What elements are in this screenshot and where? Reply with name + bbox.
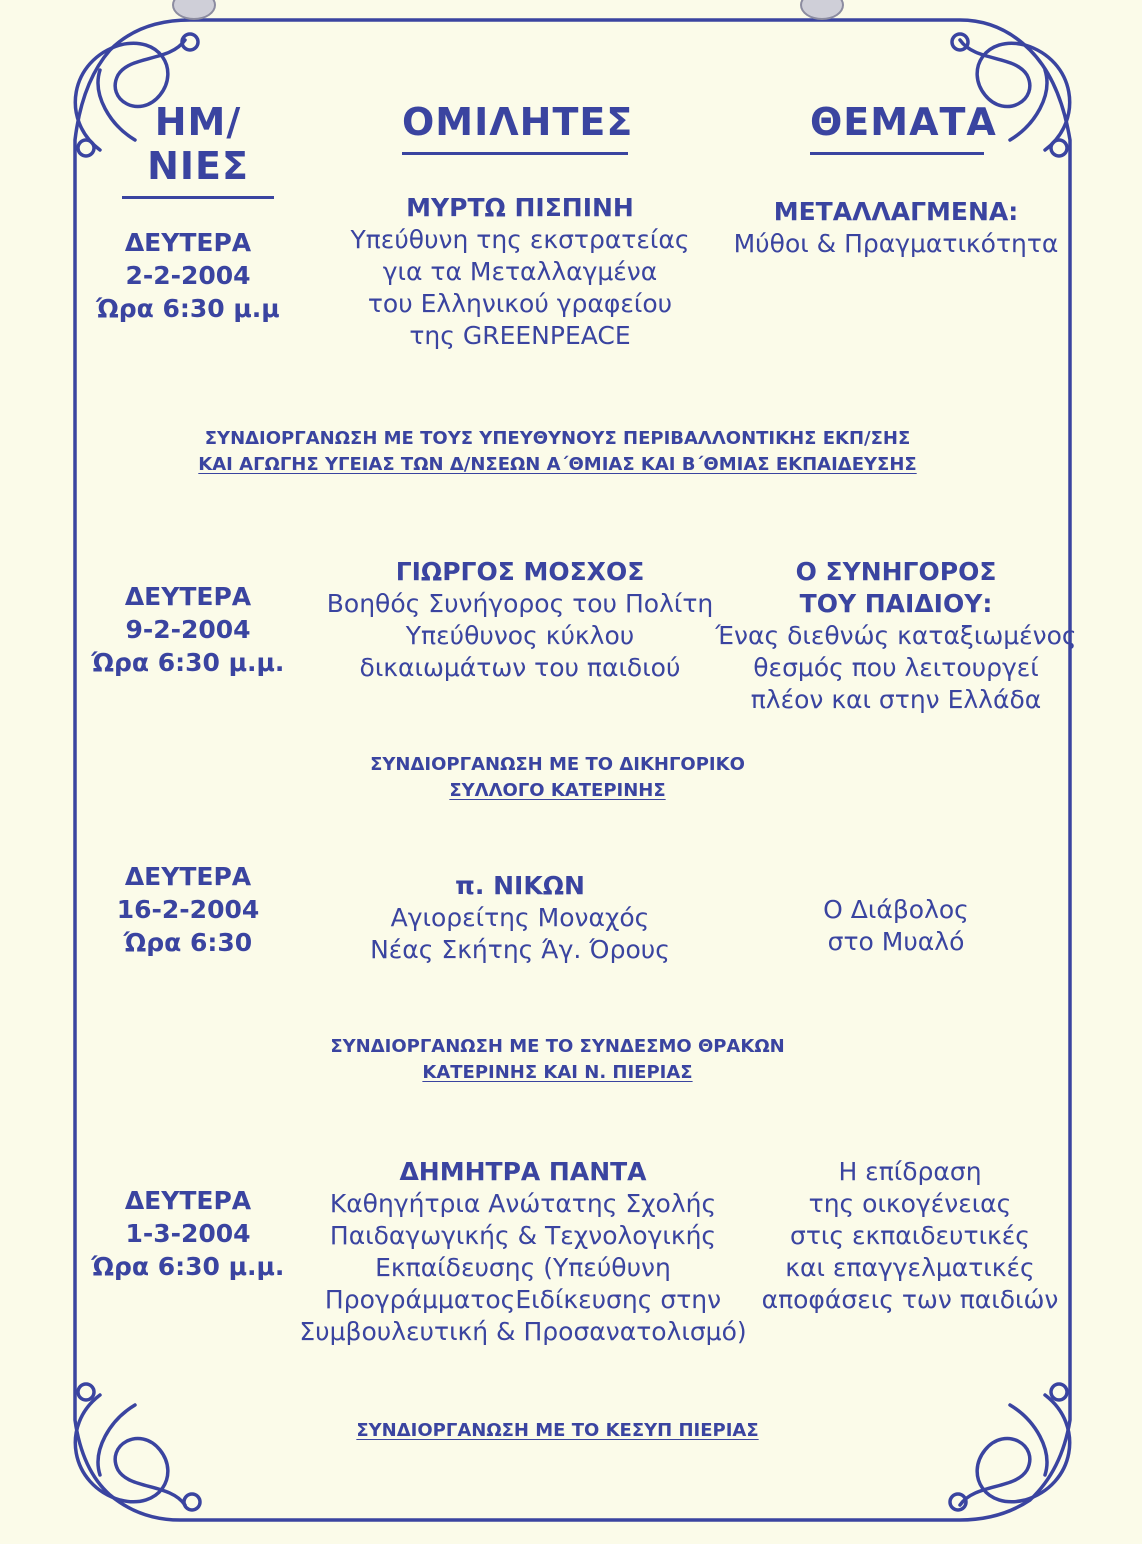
event-1-speaker (300, 192, 740, 352)
event-2-speaker-line: Βοηθός Συνήγορος του Πολίτη (326, 589, 714, 618)
event-2-speaker-line: Υπεύθυνος κύκλου (405, 621, 635, 650)
event-4-speaker-line: Εκπαίδευσης (Υπεύθυνη (375, 1253, 671, 1282)
event-1-speaker-name: ΜΥΡΤΩ ΠΙΣΠΙΝΗ (406, 193, 634, 222)
header-topics: ΘΕΜΑΤΑ (810, 100, 984, 155)
event-3-date (88, 860, 288, 959)
coorganizer-line: ΚΑΤΕΡΙΝΗΣ ΚΑΙ Ν. ΠΙΕΡΙΑΣ (422, 1062, 693, 1083)
event-1-speaker-line: του Ελληνικού γραφείου (367, 289, 673, 318)
event-4-topic-line: και επαγγελματικές (785, 1253, 1035, 1282)
event-1-coorganizer (100, 426, 1015, 478)
event-2-topic-line: θεσμός που λειτουργεί (753, 653, 1039, 682)
coorganizer-line: ΣΥΝΔΙΟΡΓΑΝΩΣΗ ΜΕ ΤΟΥΣ ΥΠΕΥΘΥΝΟΥΣ ΠΕΡΙΒΑΛΛΟΝΤΙΚΗΣ ΕΚΠ/ΣΗΣ (204, 428, 911, 449)
event-4-speaker-line: Παιδαγωγικής & Τεχνολογικής (329, 1221, 717, 1250)
event-3-speaker-line: Νέας Σκήτης Άγ. Όρους (370, 935, 670, 964)
event-4-date-value: 1-3-2004 (125, 1219, 251, 1248)
event-4-time: Ώρα 6:30 μ.μ. (91, 1252, 285, 1281)
coorganizer-line: ΣΥΝΔΙΟΡΓΑΝΩΣΗ ΜΕ ΤΟ ΣΥΝΔΕΣΜΟ ΘΡΑΚΩΝ (330, 1036, 785, 1057)
event-2-speaker-name: ΓΙΩΡΓΟΣ ΜΟΣΧΟΣ (395, 557, 645, 586)
event-4-coorganizer (100, 1418, 1015, 1444)
event-4-topic-line: στις εκπαιδευτικές (790, 1221, 1030, 1250)
event-2-day: ΔΕΥΤΕΡΑ (124, 582, 252, 611)
event-1-speaker-line: για τα Μεταλλαγμένα (382, 257, 658, 286)
event-3-coorganizer (100, 1034, 1015, 1086)
event-4-topic-line: Η επίδραση (838, 1157, 982, 1186)
event-3-speaker (300, 870, 740, 966)
event-3-topic-line: στο Μυαλό (827, 927, 965, 956)
event-4-speaker-line: Συμβουλευτική & Προσανατολισμό) (299, 1317, 747, 1346)
event-1-topic-title: ΜΕΤΑΛΛΑΓΜΕΝΑ: (773, 197, 1019, 226)
event-2-speaker (300, 556, 740, 684)
event-1-topic-line: Μύθοι & Πραγματικότητα (733, 229, 1059, 258)
event-4-topic (740, 1156, 1080, 1316)
event-3-speaker-line: Αγιορείτης Μοναχός (390, 903, 650, 932)
event-2-topic-line: πλέον και στην Ελλάδα (750, 685, 1042, 714)
header-dates: ΗΜ/ΝΙΕΣ (122, 100, 274, 199)
coorganizer-line: ΚΑΙ ΑΓΩΓΗΣ ΥΓΕΙΑΣ ΤΩΝ Δ/ΝΣΕΩΝ Α΄ΘΜΙΑΣ ΚΑΙ Β΄ΘΜΙΑΣ ΕΚΠΑΙΔΕΥΣΗΣ (198, 454, 917, 475)
event-1-time: Ώρα 6:30 μ.μ (96, 294, 280, 323)
header-speakers: ΟΜΙΛΗΤΕΣ (402, 100, 628, 155)
event-4-speaker-name: ΔΗΜΗΤΡΑ ΠΑΝΤΑ (399, 1157, 647, 1186)
event-2-topic-title: Ο ΣΥΝΗΓΟΡΟΣ (795, 557, 997, 586)
event-1-speaker-line: της GREENPEACE (409, 321, 631, 350)
event-1-day: ΔΕΥΤΕΡΑ (124, 228, 252, 257)
event-2-topic-title: ΤΟΥ ΠΑΙΔΙΟΥ: (799, 589, 993, 618)
event-4-speaker-line: ΠρογράμματοςΕιδίκευσης στην (324, 1285, 722, 1314)
coorganizer-line: ΣΥΝΔΙΟΡΓΑΝΩΣΗ ΜΕ ΤΟ ΔΙΚΗΓΟΡΙΚΟ (370, 754, 745, 775)
event-4-speaker-line: Καθηγήτρια Ανώτατης Σχολής (329, 1189, 717, 1218)
event-2-coorganizer (100, 752, 1015, 804)
event-3-speaker-name: π. ΝΙΚΩΝ (455, 871, 585, 900)
event-4-day: ΔΕΥΤΕΡΑ (124, 1186, 252, 1215)
coorganizer-line: ΣΥΝΔΙΟΡΓΑΝΩΣΗ ΜΕ ΤΟ ΚΕΣΥΠ ΠΙΕΡΙΑΣ (356, 1420, 759, 1441)
event-3-day: ΔΕΥΤΕΡΑ (124, 862, 252, 891)
event-3-topic (720, 894, 1072, 958)
event-1-date (88, 226, 288, 325)
event-2-speaker-line: δικαιωμάτων του παιδιού (359, 653, 681, 682)
event-1-date-value: 2-2-2004 (125, 261, 251, 290)
event-4-topic-line: της οικογένειας (808, 1189, 1012, 1218)
event-4-topic-line: αποφάσεις των παιδιών (761, 1285, 1059, 1314)
event-2-date (88, 580, 288, 679)
event-1-topic (720, 196, 1072, 260)
event-1-speaker-line: Υπεύθυνη της εκστρατείας (350, 225, 690, 254)
event-2-topic-line: Ένας διεθνώς καταξιωμένος (715, 621, 1077, 650)
event-4-speaker (290, 1156, 756, 1348)
event-2-time: Ώρα 6:30 μ.μ. (91, 648, 285, 677)
event-3-time: Ώρα 6:30 (123, 928, 253, 957)
event-4-date (88, 1184, 288, 1283)
event-3-date-value: 16-2-2004 (116, 895, 260, 924)
event-3-topic-line: Ο Διάβολος (823, 895, 969, 924)
coorganizer-line: ΣΥΛΛΟΓΟ ΚΑΤΕΡΙΝΗΣ (449, 780, 666, 801)
event-2-date-value: 9-2-2004 (125, 615, 251, 644)
event-2-topic (710, 556, 1082, 716)
